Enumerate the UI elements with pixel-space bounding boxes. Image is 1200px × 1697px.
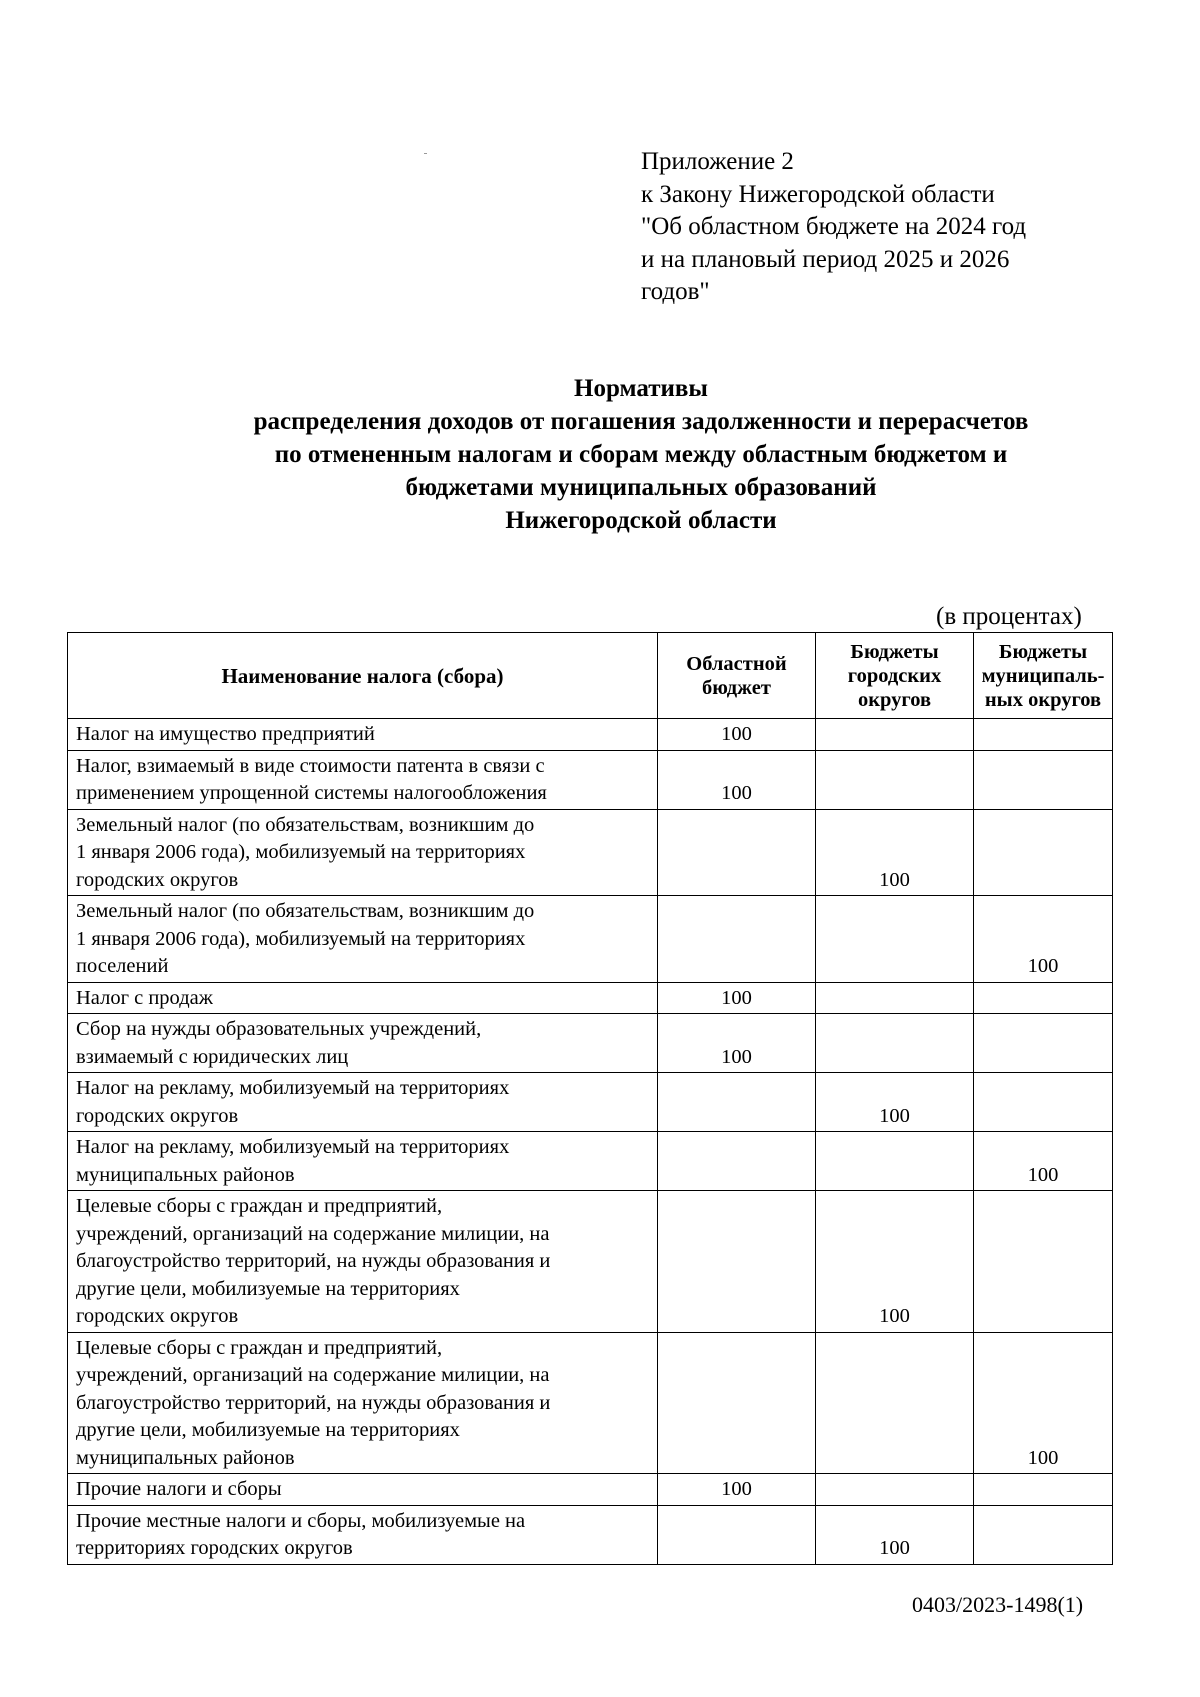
table-row [68,809,1113,896]
regional-budget-value [658,809,816,896]
city-budget-value [816,1332,974,1474]
city-budget-value [816,719,974,751]
municipal-budget-value [974,809,1113,896]
table-row [68,1132,1113,1191]
tax-name-line: Налог на имущество предприятий [76,723,375,745]
tax-name-line: территориях городских округов [76,1537,353,1559]
title-line: бюджетами муниципальных образований [405,474,877,501]
tax-name-line: Налог на рекламу, мобилизуемый на территориях [76,1136,510,1158]
tax-name-line: муниципальных районов [76,1446,295,1469]
regional-budget-value: 100 [658,982,816,1014]
regional-budget-value [658,1191,816,1333]
table-row [68,750,1113,809]
city-budget-value [816,750,974,809]
title-line: Нормативы [574,375,708,402]
regional-budget-value: 100 [658,1014,816,1073]
city-budget-value [816,1474,974,1506]
appendix-line: годов" [641,278,710,305]
city-budget-value [816,1132,974,1191]
header-line: Областной [686,652,787,675]
norms-table [67,632,1113,1565]
tax-name-cell [68,1073,658,1132]
table-row [68,1014,1113,1073]
title-line: Нижегородской области [505,507,777,534]
municipal-budget-value: 100 [974,896,1113,983]
tax-name-cell [68,1132,658,1191]
tax-name-cell [68,1332,658,1474]
tax-name-cell [68,982,658,1014]
appendix-line: "Об областном бюджете на 2024 год [641,213,1027,240]
title-line: по отмененным налогам и сборам между областным бюджетом и [274,441,1008,468]
header-line: округов [857,688,932,711]
tax-name-line: учреждений, организаций на содержание милиции, на [76,1222,550,1245]
tax-name-line: городских округов [76,868,239,891]
table-row [68,982,1113,1014]
title-line: распределения доходов от погашения задолженности и перерасчетов [253,408,1029,435]
city-budget-value [816,982,974,1014]
municipal-budget-value [974,1073,1113,1132]
regional-budget-value: 100 [658,719,816,751]
tax-name-cell [68,1474,658,1506]
table-row [68,1332,1113,1474]
tax-name-cell [68,719,658,751]
table-row [68,1073,1113,1132]
header-city-budgets [816,633,974,719]
appendix-reference [641,146,1141,309]
document-code: 0403/2023-1498(1) [912,1592,1084,1617]
tax-name-line: 1 января 2006 года), мобилизуемый на территориях [76,927,526,950]
municipal-budget-value: 100 [974,1132,1113,1191]
tax-name-cell [68,1505,658,1564]
scan-speck [424,153,427,154]
tax-name-line: благоустройство территорий, на нужды образования и [76,1250,551,1272]
table-row [68,719,1113,751]
tax-name-line: Налог с продаж [76,986,213,1009]
header-line: ных округов [984,688,1102,711]
header-line: муниципаль- [981,664,1105,687]
municipal-budget-value: 100 [974,1332,1113,1474]
header-line: бюджет [702,676,771,699]
unit-note: (в процентах) [936,603,1082,630]
tax-name-line: Целевые сборы с граждан и предприятий, [76,1195,443,1217]
city-budget-value: 100 [816,809,974,896]
tax-name-cell [68,1014,658,1073]
municipal-budget-value [974,1505,1113,1564]
tax-name-cell [68,750,658,809]
regional-budget-value [658,1332,816,1474]
tax-name-line: Земельный налог (по обязательствам, возникшим до [76,900,535,922]
tax-name-cell [68,1191,658,1333]
tax-name-line: благоустройство территорий, на нужды образования и [76,1391,551,1414]
tax-name-cell [68,896,658,983]
regional-budget-value [658,1505,816,1564]
tax-name-line: поселений [76,955,169,977]
regional-budget-value: 100 [658,750,816,809]
regional-budget-value: 100 [658,1474,816,1506]
table-row [68,896,1113,983]
regional-budget-value [658,896,816,983]
tax-name-line: Целевые сборы с граждан и предприятий, [76,1336,443,1359]
tax-name-line: Земельный налог (по обязательствам, возникшим до [76,813,535,836]
municipal-budget-value [974,719,1113,751]
tax-name-line: городских округов [76,1305,239,1327]
table-row [68,1191,1113,1333]
city-budget-value [816,896,974,983]
tax-name-line: другие цели, мобилизуемые на территориях [76,1277,460,1300]
regional-budget-value [658,1132,816,1191]
tax-name-line: учреждений, организаций на содержание милиции, на [76,1364,550,1386]
appendix-line: к Закону Нижегородской области [641,180,995,208]
regional-budget-value [658,1073,816,1132]
table-row [68,1505,1113,1564]
municipal-budget-value [974,1191,1113,1333]
header-municipal-budgets [974,633,1113,719]
header-line: Бюджеты [850,640,939,663]
tax-name-cell [68,809,658,896]
tax-name-line: 1 января 2006 года), мобилизуемый на территориях [76,841,526,863]
header-line: городских [847,664,942,687]
header-regional-budget [658,633,816,719]
tax-name-line: другие цели, мобилизуемые на территориях [76,1419,460,1441]
tax-name-line: Налог на рекламу, мобилизуемый на территориях [76,1077,510,1099]
tax-name-line: Прочие налоги и сборы [76,1478,282,1500]
header-tax-name: Наименование налога (сбора) [68,633,658,719]
city-budget-value: 100 [816,1073,974,1132]
header-line: Бюджеты [998,640,1088,663]
document-title [120,372,1162,537]
municipal-budget-value [974,1014,1113,1073]
table-header-row [68,633,1113,719]
appendix-line: Приложение 2 [641,148,794,175]
tax-name-line: применением упрощенной системы налогообложения [76,782,547,804]
municipal-budget-value [974,1474,1113,1506]
municipal-budget-value [974,982,1113,1014]
city-budget-value: 100 [816,1505,974,1564]
table-body [68,719,1113,1565]
tax-name-line: Налог, взимаемый в виде стоимости патента в связи с [76,754,545,777]
tax-name-line: взимаемый с юридических лиц [76,1045,349,1068]
tax-name-line: городских округов [76,1104,239,1127]
tax-name-line: Сбор на нужды образовательных учреждений, [76,1018,482,1040]
tax-name-line: муниципальных районов [76,1163,295,1186]
city-budget-value: 100 [816,1191,974,1333]
appendix-line: и на плановый период 2025 и 2026 [641,245,1010,273]
city-budget-value [816,1014,974,1073]
table-row [68,1474,1113,1506]
tax-name-line: Прочие местные налоги и сборы, мобилизуемые на [76,1509,526,1532]
municipal-budget-value [974,750,1113,809]
